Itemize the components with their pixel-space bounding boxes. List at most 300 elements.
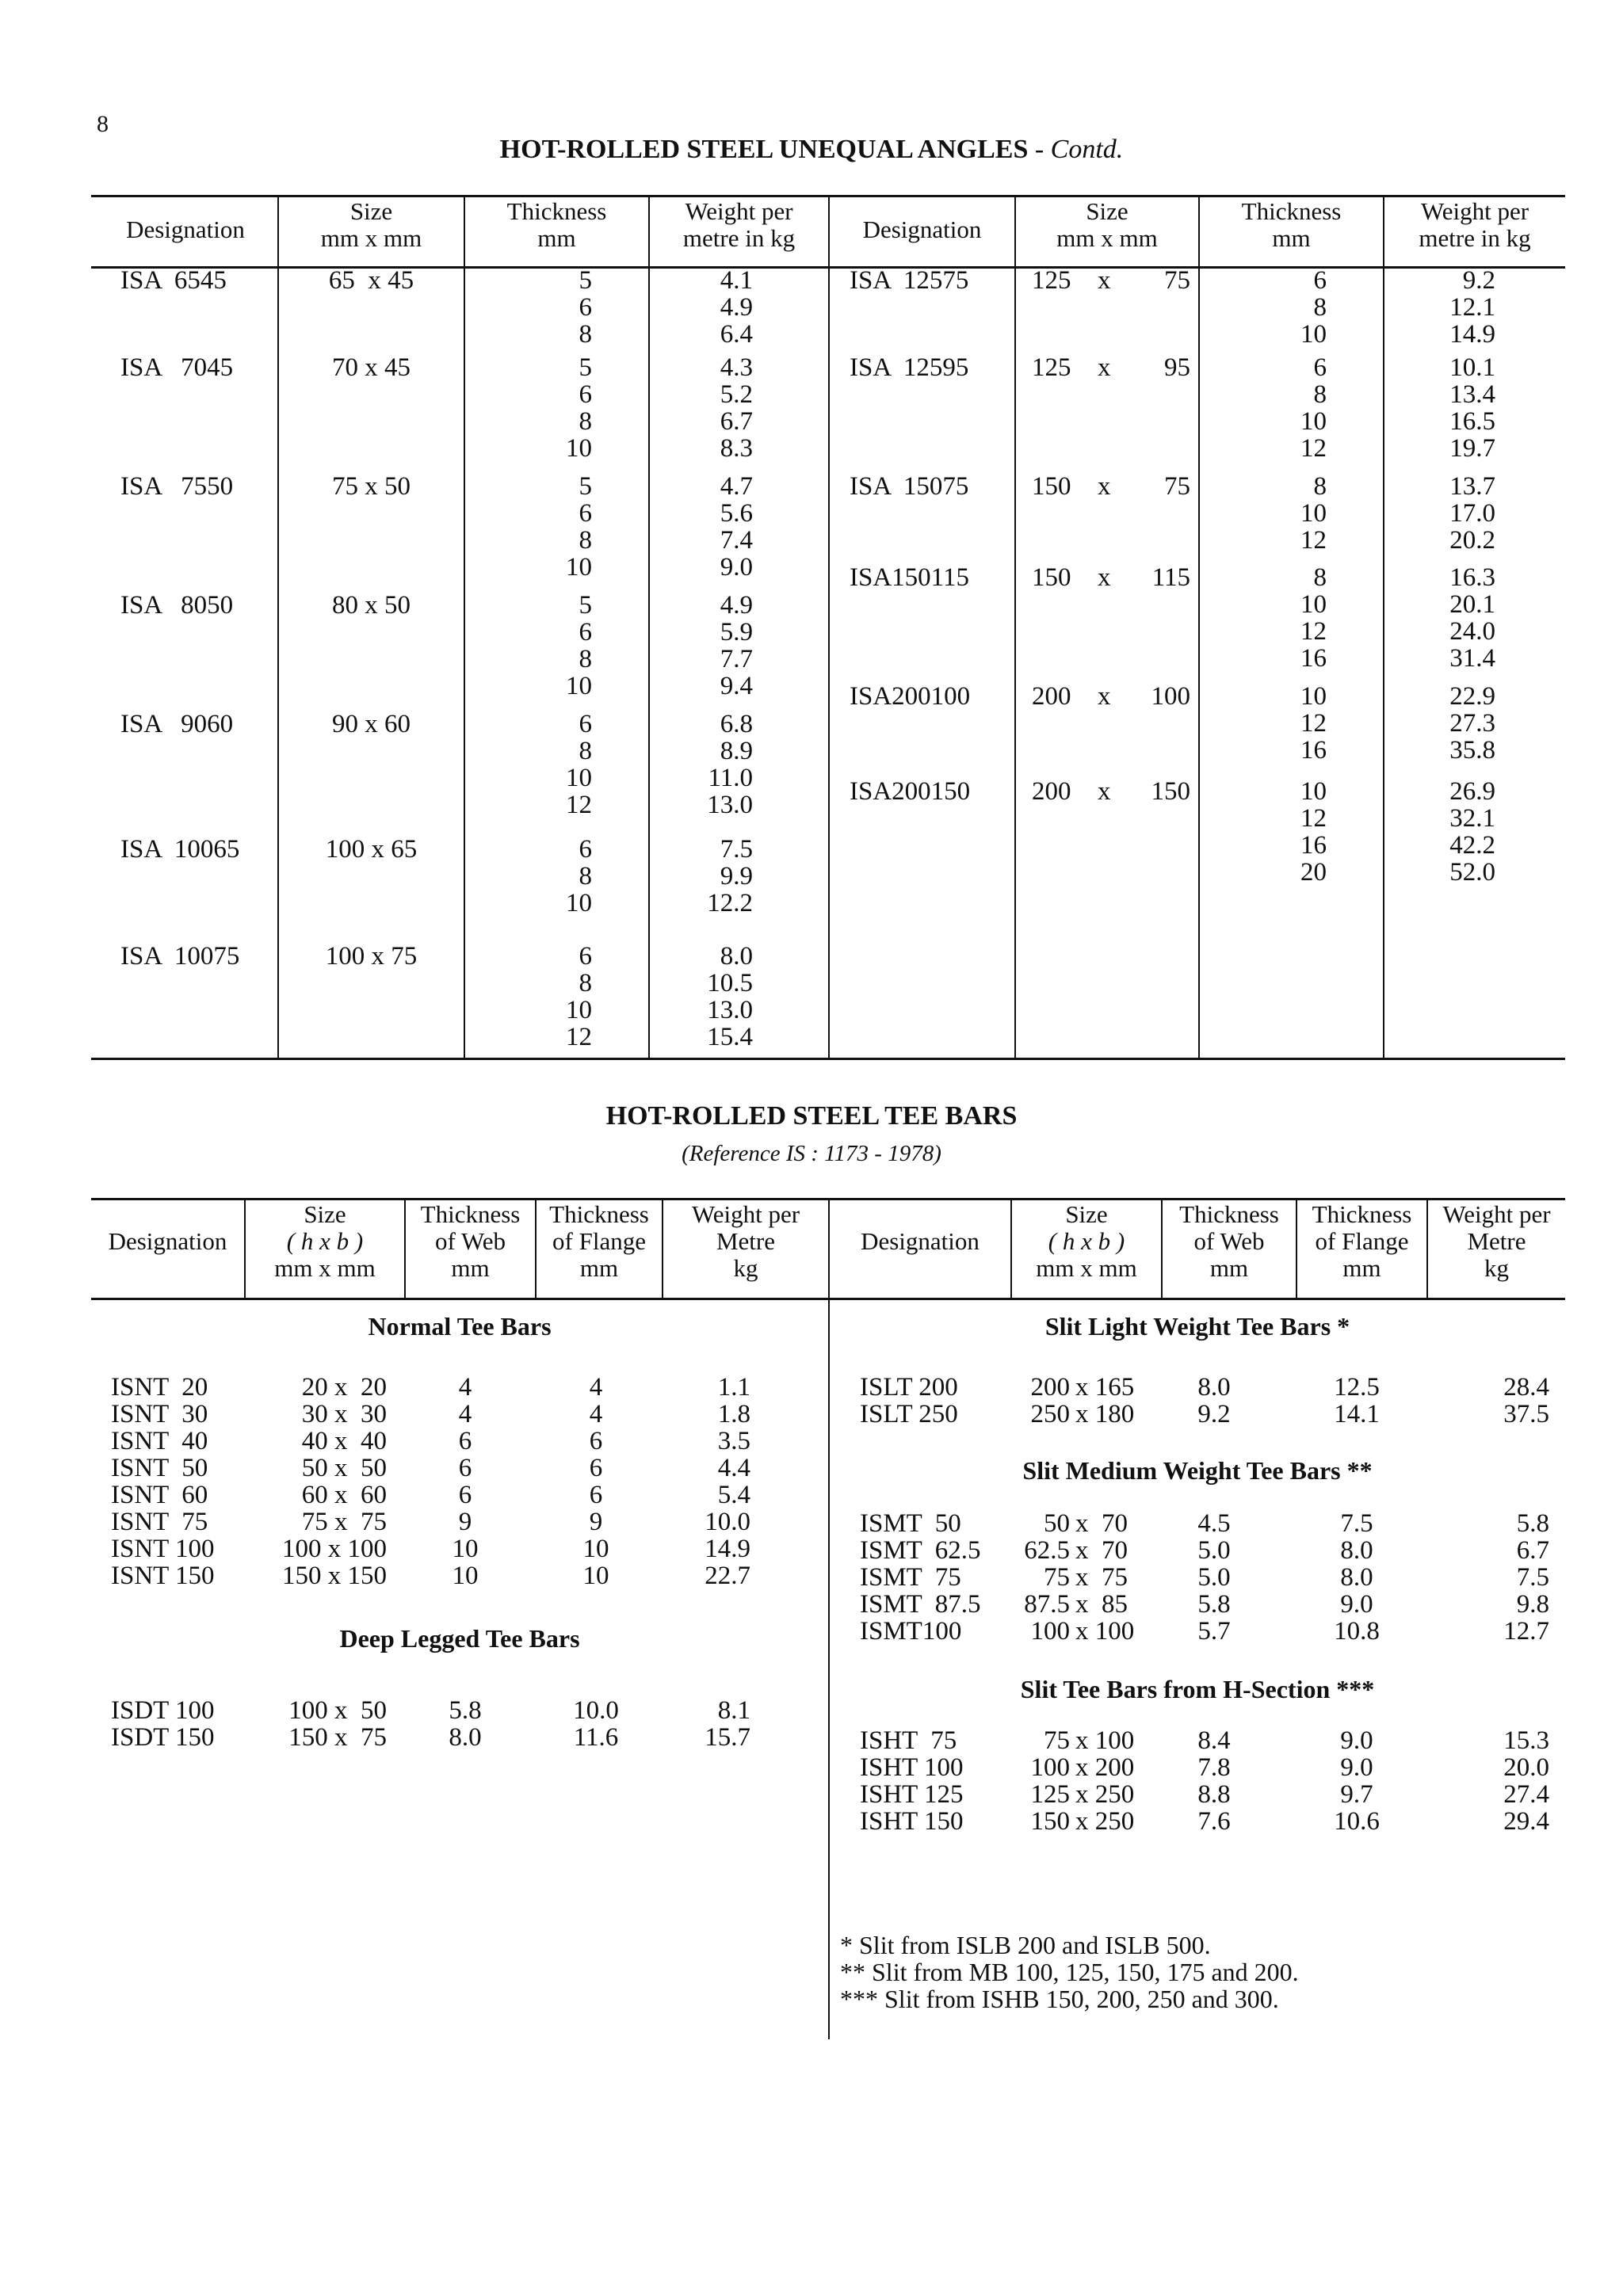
tee-designation: ISNT 40: [111, 1427, 208, 1455]
angle-weight: 7.5: [720, 835, 753, 864]
angle-thickness: 8: [579, 407, 592, 436]
tee-flange: 6: [589, 1427, 603, 1455]
tee-designation: ISDT 100: [111, 1696, 215, 1725]
angle-size: 75 x 50: [332, 472, 411, 501]
angle-size: 150: [1032, 472, 1071, 501]
tee-designation: ISNT 150: [111, 1562, 215, 1590]
tee-flange: 8.0: [1340, 1563, 1373, 1592]
angle-thickness: 10: [566, 553, 592, 582]
angle-thickness: 10: [1300, 777, 1327, 806]
tee-designation: ISLT 250: [860, 1400, 958, 1428]
angle-designation: ISA200150: [850, 777, 971, 806]
tee-size: x 250: [1075, 1807, 1135, 1836]
angle-designation: ISA 12575: [850, 266, 969, 295]
tee-hdr-size-1: Size: [1065, 1200, 1108, 1228]
tee-weight: 7.5: [1516, 1563, 1549, 1592]
tee-weight: 4.4: [717, 1454, 750, 1482]
tee-hdr-web-3: mm: [1209, 1254, 1249, 1282]
angle-thickness: 6: [579, 835, 592, 864]
angle-thickness: 8: [579, 526, 592, 555]
tee-hdr-flange-3: mm: [1342, 1254, 1381, 1282]
tee-hdr-web-2: of Web: [434, 1227, 506, 1255]
tee-flange: 14.1: [1334, 1400, 1380, 1428]
tee-size: 200: [1030, 1373, 1070, 1402]
tee-weight: 9.8: [1516, 1590, 1549, 1619]
angle-weight: 17.0: [1449, 499, 1495, 528]
tee-flange: 9.0: [1340, 1726, 1373, 1755]
angle-size: 100 x 65: [325, 835, 418, 864]
tee-size: 100: [1030, 1617, 1070, 1646]
angle-size: 90 x 60: [332, 710, 411, 738]
tee-hdr-size-2: ( h x b ): [1048, 1227, 1125, 1255]
angle-weight: 11.0: [708, 764, 753, 792]
angle-size: 150: [1151, 777, 1190, 806]
tee-designation: ISNT 100: [111, 1535, 215, 1563]
tee-designation: ISMT100: [860, 1617, 962, 1646]
angle-thickness: 20: [1300, 858, 1327, 887]
angle-weight: 14.9: [1449, 320, 1495, 349]
tee-flange: 9.7: [1340, 1780, 1373, 1809]
angle-weight: 8.0: [720, 942, 753, 971]
normal-tee-heading: Normal Tee Bars: [368, 1312, 552, 1341]
tee-flange: 4: [589, 1373, 603, 1402]
tee-size: 87.5: [1024, 1590, 1070, 1619]
tee-weight: 1.8: [717, 1400, 750, 1428]
hdr-weight-line1: Weight per: [1420, 197, 1529, 225]
tee-size: 30 x 30: [301, 1400, 387, 1428]
angle-thickness: 6: [579, 710, 592, 738]
angle-thickness: 16: [1300, 644, 1327, 673]
tee-size: 40 x 40: [301, 1427, 387, 1455]
angle-thickness: 12: [1300, 526, 1327, 555]
tee-hdr-weight-2: Metre: [1467, 1227, 1526, 1255]
angle-weight: 4.3: [720, 353, 753, 382]
angle-designation: ISA200100: [850, 682, 971, 711]
tee-flange: 9.0: [1340, 1753, 1373, 1782]
tee-size: 150: [1030, 1807, 1070, 1836]
hdr-thickness-line2: mm: [1272, 224, 1311, 252]
angle-thickness: 10: [1300, 499, 1327, 528]
tee-weight: 37.5: [1503, 1400, 1549, 1428]
tee-web: 6: [458, 1454, 472, 1482]
angle-weight: 22.9: [1449, 682, 1495, 711]
tee-web: 7.8: [1197, 1753, 1231, 1782]
tee-size: 50 x 50: [301, 1454, 387, 1482]
angle-weight: 13.7: [1449, 472, 1495, 501]
tee-web: 7.6: [1197, 1807, 1231, 1836]
angle-size: x: [1098, 266, 1111, 295]
tee-size: 60 x 60: [301, 1481, 387, 1509]
tee-size: 100: [1030, 1753, 1070, 1782]
angle-weight: 6.4: [720, 320, 753, 349]
tee-designation: ISNT 50: [111, 1454, 208, 1482]
angle-thickness: 10: [566, 996, 592, 1024]
tee-flange: 10.0: [573, 1696, 619, 1725]
angle-thickness: 10: [1300, 590, 1327, 619]
tee-weight: 1.1: [717, 1373, 750, 1402]
medium-tee-heading: Slit Medium Weight Tee Bars **: [1022, 1456, 1373, 1485]
tee-designation: ISMT 75: [860, 1563, 961, 1592]
angle-size: 75: [1164, 472, 1190, 501]
tee-size: x 250: [1075, 1780, 1135, 1809]
angle-weight: 8.3: [720, 434, 753, 463]
h-tee-heading: Slit Tee Bars from H-Section ***: [1020, 1675, 1375, 1703]
tee-web: 8.4: [1197, 1726, 1231, 1755]
angle-size: 200: [1032, 682, 1071, 711]
angle-thickness: 10: [566, 889, 592, 917]
angle-designation: ISA 7045: [120, 353, 234, 382]
angles-col-divider: [277, 195, 279, 1058]
tee-flange: 10: [582, 1562, 609, 1590]
angle-thickness: 10: [1300, 320, 1327, 349]
tee-hdr-weight-3: kg: [1484, 1254, 1509, 1282]
tee-flange: 4: [589, 1400, 603, 1428]
angle-size: x: [1098, 353, 1111, 382]
angle-thickness: 6: [1313, 353, 1327, 382]
angle-weight: 24.0: [1449, 617, 1495, 646]
angle-thickness: 6: [579, 618, 592, 646]
tee-size: 50: [1044, 1509, 1070, 1538]
angle-designation: ISA 15075: [850, 472, 969, 501]
angle-thickness: 10: [566, 764, 592, 792]
angles-col-divider: [828, 195, 830, 1058]
tee-flange: 11.6: [573, 1723, 619, 1752]
hdr-size-line2: mm x mm: [320, 224, 422, 252]
angle-weight: 9.2: [1462, 266, 1495, 295]
angle-weight: 12.2: [707, 889, 753, 917]
hdr-thickness-line1: Thickness: [1241, 197, 1342, 225]
deep-tee-heading: Deep Legged Tee Bars: [339, 1624, 580, 1653]
angle-thickness: 6: [1313, 266, 1327, 295]
angle-weight: 6.7: [720, 407, 753, 436]
angle-weight: 5.9: [720, 618, 753, 646]
tee-flange: 10.8: [1334, 1617, 1380, 1646]
angle-weight: 10.1: [1449, 353, 1495, 382]
angles-title: [0, 135, 1623, 165]
angle-weight: 31.4: [1449, 644, 1495, 673]
angle-weight: 6.8: [720, 710, 753, 738]
angle-weight: 13.0: [707, 791, 753, 819]
tee-hdr-flange-1: Thickness: [549, 1200, 649, 1228]
tee-hdr-flange-2: of Flange: [552, 1227, 646, 1255]
tee-flange: 8.0: [1340, 1536, 1373, 1565]
tee-size: 150 x 150: [282, 1562, 387, 1590]
footnote-1: * Slit from ISLB 200 and ISLB 500.: [840, 1931, 1211, 1959]
angle-weight: 10.5: [707, 969, 753, 997]
tees-reference: (Reference IS : 1173 - 1978): [682, 1141, 941, 1166]
tee-weight: 28.4: [1503, 1373, 1549, 1402]
angle-size: 70 x 45: [332, 353, 411, 382]
angle-thickness: 6: [579, 942, 592, 971]
angle-thickness: 6: [579, 499, 592, 528]
angle-weight: 26.9: [1449, 777, 1495, 806]
tee-weight: 5.8: [1516, 1509, 1549, 1538]
tee-flange: 10.6: [1334, 1807, 1380, 1836]
angle-size: x: [1098, 472, 1111, 501]
tee-weight: 10.0: [705, 1508, 750, 1536]
tee-hdr-weight-1: Weight per: [1442, 1200, 1551, 1228]
angle-weight: 27.3: [1449, 709, 1495, 738]
tee-hdr-size-3: mm x mm: [274, 1254, 376, 1282]
page-number: 8: [97, 111, 109, 137]
angle-thickness: 8: [1313, 293, 1327, 322]
tee-hdr-flange-2: of Flange: [1315, 1227, 1409, 1255]
angles-title-suffix: - Contd.: [1034, 135, 1124, 164]
hdr-size-line2: mm x mm: [1056, 224, 1158, 252]
angle-weight: 16.5: [1449, 407, 1495, 436]
angle-weight: 20.1: [1449, 590, 1495, 619]
tee-web: 5.8: [449, 1696, 482, 1725]
angle-designation: ISA150115: [850, 563, 969, 592]
angle-weight: 4.1: [720, 266, 753, 295]
tee-weight: 15.3: [1503, 1726, 1549, 1755]
angle-thickness: 8: [1313, 472, 1327, 501]
angle-size: 200: [1032, 777, 1071, 806]
angle-thickness: 5: [579, 472, 592, 501]
tee-size: 125: [1030, 1780, 1070, 1809]
tee-designation: ISLT 200: [860, 1373, 958, 1402]
tee-designation: ISNT 20: [111, 1373, 208, 1402]
angle-weight: 15.4: [707, 1023, 753, 1051]
angle-weight: 19.7: [1449, 434, 1495, 463]
tee-designation: ISNT 60: [111, 1481, 208, 1509]
tee-flange: 6: [589, 1481, 603, 1509]
tee-designation: ISHT 100: [860, 1753, 964, 1782]
tee-flange: 7.5: [1340, 1509, 1373, 1538]
tee-weight: 6.7: [1516, 1536, 1549, 1565]
angle-thickness: 8: [579, 862, 592, 891]
tee-web: 4: [458, 1400, 472, 1428]
tee-designation: ISMT 62.5: [860, 1536, 981, 1565]
tee-size: x 165: [1075, 1373, 1135, 1402]
tee-size: x 70: [1075, 1509, 1128, 1538]
tee-web: 5.0: [1197, 1563, 1231, 1592]
angle-weight: 4.7: [720, 472, 753, 501]
angle-weight: 52.0: [1449, 858, 1495, 887]
angles-col-divider: [1014, 195, 1016, 1058]
tee-weight: 20.0: [1503, 1753, 1549, 1782]
angle-size: 115: [1151, 563, 1190, 592]
angle-thickness: 16: [1300, 831, 1327, 860]
angle-thickness: 5: [579, 353, 592, 382]
tee-designation: ISNT 30: [111, 1400, 208, 1428]
angle-thickness: 8: [579, 969, 592, 997]
tee-hdr-designation: Designation: [108, 1227, 227, 1255]
angle-thickness: 12: [1300, 617, 1327, 646]
tee-web: 9.2: [1197, 1400, 1231, 1428]
tee-web: 8.0: [449, 1723, 482, 1752]
hdr-thickness-line1: Thickness: [506, 197, 607, 225]
tee-hdr-web-2: of Web: [1193, 1227, 1265, 1255]
tee-hdr-flange-1: Thickness: [1312, 1200, 1412, 1228]
angle-size: 100 x 75: [325, 942, 418, 971]
tee-flange: 9: [589, 1508, 603, 1536]
tee-web: 10: [452, 1535, 479, 1563]
tee-weight: 12.7: [1503, 1617, 1549, 1646]
angle-thickness: 12: [1300, 434, 1327, 463]
tee-weight: 3.5: [717, 1427, 750, 1455]
angle-thickness: 5: [579, 266, 592, 295]
angle-weight: 9.9: [720, 862, 753, 891]
tee-flange: 9.0: [1340, 1590, 1373, 1619]
angle-weight: 12.1: [1449, 293, 1495, 322]
footnote-3: *** Slit from ISHB 150, 200, 250 and 300.: [840, 1985, 1279, 2013]
angle-weight: 5.6: [720, 499, 753, 528]
tee-web: 9: [458, 1508, 472, 1536]
angle-thickness: 8: [1313, 380, 1327, 409]
tee-designation: ISMT 87.5: [860, 1590, 981, 1619]
hdr-size-line1: Size: [1086, 197, 1128, 225]
angle-weight: 5.2: [720, 380, 753, 409]
hdr-weight-line1: Weight per: [685, 197, 793, 225]
angle-size: 80 x 50: [332, 591, 411, 620]
hdr-size-line1: Size: [349, 197, 393, 225]
tee-weight: 8.1: [717, 1696, 750, 1725]
tee-weight: 29.4: [1503, 1807, 1549, 1836]
angle-weight: 13.4: [1449, 380, 1495, 409]
tee-hdr-size-2: ( h x b ): [286, 1227, 364, 1255]
angle-weight: 20.2: [1449, 526, 1495, 555]
tee-weight: 14.9: [705, 1535, 750, 1563]
angle-designation: ISA 7550: [120, 472, 234, 501]
angle-size: 75: [1164, 266, 1190, 295]
angles-title-text: HOT-ROLLED STEEL UNEQUAL ANGLES: [499, 135, 1029, 164]
angle-thickness: 16: [1300, 736, 1327, 765]
angle-thickness: 6: [579, 380, 592, 409]
tee-web: 5.0: [1197, 1536, 1231, 1565]
hdr-designation: Designation: [126, 215, 245, 243]
tee-weight: 5.4: [717, 1481, 750, 1509]
angle-thickness: 10: [1300, 682, 1327, 711]
tee-size: 150 x 75: [288, 1723, 387, 1752]
tee-web: 4: [458, 1373, 472, 1402]
tee-size: x 180: [1075, 1400, 1135, 1428]
hdr-designation: Designation: [862, 215, 982, 243]
tee-flange: 6: [589, 1454, 603, 1482]
tee-size: 250: [1030, 1400, 1070, 1428]
tee-weight: 22.7: [705, 1562, 750, 1590]
tee-flange: 12.5: [1334, 1373, 1380, 1402]
tee-hdr-weight-2: Metre: [716, 1227, 776, 1255]
tee-weight: 15.7: [705, 1723, 750, 1752]
hdr-weight-line2: metre in kg: [682, 224, 796, 252]
angle-thickness: 12: [566, 1023, 592, 1051]
angle-weight: 16.3: [1449, 563, 1495, 592]
tee-size: 62.5: [1024, 1536, 1070, 1565]
tee-flange: 10: [582, 1535, 609, 1563]
angle-weight: 35.8: [1449, 736, 1495, 765]
angle-size: x: [1098, 682, 1111, 711]
tee-hdr-size-1: Size: [304, 1200, 346, 1228]
angle-designation: ISA 10075: [120, 942, 240, 971]
angle-weight: 32.1: [1449, 804, 1495, 833]
angle-weight: 7.7: [720, 645, 753, 673]
tee-size: 100 x 100: [282, 1535, 387, 1563]
tee-size: 100 x 50: [288, 1696, 387, 1725]
tee-designation: ISHT 125: [860, 1780, 964, 1809]
angle-thickness: 6: [579, 293, 592, 322]
tee-size: 75: [1044, 1563, 1070, 1592]
tee-size: x 100: [1075, 1726, 1135, 1755]
hdr-weight-line2: metre in kg: [1419, 224, 1531, 252]
angles-bottom-rule: [91, 1058, 1565, 1060]
tee-hdr-web-1: Thickness: [420, 1200, 521, 1228]
tee-designation: ISHT 75: [860, 1726, 957, 1755]
tee-designation: ISMT 50: [860, 1509, 961, 1538]
tee-size: x 75: [1075, 1563, 1128, 1592]
tees-title: HOT-ROLLED STEEL TEE BARS: [605, 1101, 1018, 1131]
angle-weight: 8.9: [720, 737, 753, 765]
tee-size: x 70: [1075, 1536, 1128, 1565]
angle-size: 150: [1032, 563, 1071, 592]
angle-weight: 4.9: [720, 591, 753, 620]
angle-thickness: 10: [566, 672, 592, 700]
angle-size: 65 x 45: [328, 266, 414, 295]
angle-thickness: 12: [1300, 804, 1327, 833]
tee-web: 4.5: [1197, 1509, 1231, 1538]
tee-hdr-web-1: Thickness: [1179, 1200, 1279, 1228]
tee-designation: ISNT 75: [111, 1508, 208, 1536]
tee-web: 5.8: [1197, 1590, 1231, 1619]
angle-weight: 42.2: [1449, 831, 1495, 860]
tee-hdr-size-3: mm x mm: [1036, 1254, 1137, 1282]
tee-hdr-web-3: mm: [451, 1254, 490, 1282]
angle-size: 95: [1164, 353, 1190, 382]
footnote-2: ** Slit from MB 100, 125, 150, 175 and 200.: [840, 1958, 1299, 1986]
angle-weight: 9.4: [720, 672, 753, 700]
angle-thickness: 12: [566, 791, 592, 819]
angle-thickness: 10: [1300, 407, 1327, 436]
angle-weight: 9.0: [720, 553, 753, 582]
angle-weight: 13.0: [707, 996, 753, 1024]
angle-designation: ISA 12595: [850, 353, 969, 382]
angle-thickness: 8: [579, 737, 592, 765]
tee-weight: 27.4: [1503, 1780, 1549, 1809]
hdr-thickness-line2: mm: [537, 224, 576, 252]
tee-size: x 85: [1075, 1590, 1128, 1619]
angle-thickness: 10: [566, 434, 592, 463]
angle-thickness: 12: [1300, 709, 1327, 738]
tee-size: 75 x 75: [301, 1508, 387, 1536]
tee-size: x 200: [1075, 1753, 1135, 1782]
angle-weight: 4.9: [720, 293, 753, 322]
tee-web: 5.7: [1197, 1617, 1231, 1646]
tee-size: x 100: [1075, 1617, 1135, 1646]
tee-web: 10: [452, 1562, 479, 1590]
tee-hdr-weight-3: kg: [733, 1254, 758, 1282]
tee-designation: ISDT 150: [111, 1723, 215, 1752]
angle-size: 125: [1032, 353, 1071, 382]
angle-thickness: 8: [579, 320, 592, 349]
angle-weight: 7.4: [720, 526, 753, 555]
tee-hdr-designation: Designation: [861, 1227, 980, 1255]
angle-size: 125: [1032, 266, 1071, 295]
tee-web: 8.0: [1197, 1373, 1231, 1402]
angle-size: x: [1098, 563, 1111, 592]
angle-designation: ISA 6545: [120, 266, 227, 295]
angle-thickness: 8: [579, 645, 592, 673]
angle-size: 100: [1151, 682, 1190, 711]
tee-web: 6: [458, 1427, 472, 1455]
tee-web: 6: [458, 1481, 472, 1509]
tee-size: 20 x 20: [301, 1373, 387, 1402]
angle-designation: ISA 10065: [120, 835, 240, 864]
tee-web: 8.8: [1197, 1780, 1231, 1809]
tee-hdr-weight-1: Weight per: [691, 1200, 800, 1228]
angle-size: x: [1098, 777, 1111, 806]
angle-designation: ISA 9060: [120, 710, 234, 738]
tee-hdr-flange-3: mm: [579, 1254, 619, 1282]
